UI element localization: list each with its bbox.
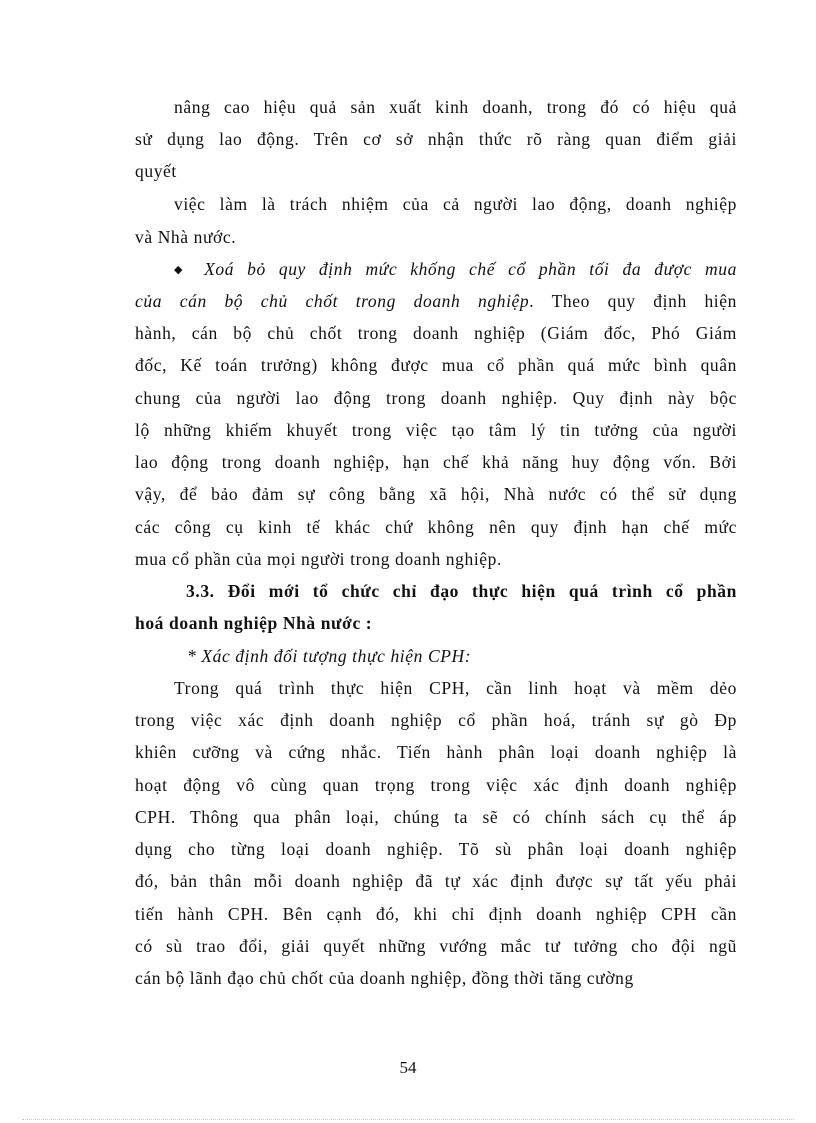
bullet-line xyxy=(135,290,737,312)
paragraph-line: mua cổ phần của mọi người trong doanh nghiệp. xyxy=(135,549,502,569)
bullet-diamond-icon: ◆ xyxy=(174,264,192,276)
paragraph-line: đốc, Kế toán trưởng) không được mua cổ phần quá mức bình quân xyxy=(135,355,737,375)
bullet-line xyxy=(174,258,737,281)
paragraph-line: dụng cho từng loại doanh nghiệp. Tõ sù phân loại doanh nghiệp xyxy=(135,839,737,859)
paragraph-line: các công cụ kinh tế khác chứ không nên quy định hạn chế mức xyxy=(135,517,737,537)
paragraph-line: đó, bản thân mỗi doanh nghiệp đã tự xác định được sự tất yếu phải xyxy=(135,871,737,891)
section-heading: 3.3. Đổi mới tổ chức chỉ đạo thực hiện quá trình cổ phần xyxy=(186,581,737,601)
paragraph-line: CPH. Thông qua phân loại, chúng ta sẽ có chính sách cụ thể áp xyxy=(135,807,737,827)
paragraph-line: vậy, để bảo đảm sự công bằng xã hội, Nhà nước có thể sử dụng xyxy=(135,484,737,504)
paragraph-line: có sù trao đổi, giải quyết những vướng mắc tư tưởng cho đội ngũ xyxy=(135,936,737,956)
paragraph-line: chung của người lao động trong doanh nghiệp. Quy định này bộc xyxy=(135,388,737,408)
bullet-italic-text: Xoá bỏ quy định mức khống chế cổ phần tối đa được mua xyxy=(191,259,737,279)
paragraph-line: tiến hành CPH. Bên cạnh đó, khi chỉ định doanh nghiệp CPH cần xyxy=(135,904,737,924)
subheading: * Xác định đối tượng thực hiện CPH: xyxy=(187,646,472,666)
paragraph-line: quyết xyxy=(135,161,177,181)
paragraph-line: hành, cán bộ chủ chốt trong doanh nghiệp (Giám đốc, Phó Giám xyxy=(135,323,737,343)
section-heading: hoá doanh nghiệp Nhà nước : xyxy=(135,613,373,633)
paragraph-line: cán bộ lãnh đạo chủ chốt của doanh nghiệp, đồng thời tăng cường xyxy=(135,968,634,988)
page-bottom-divider xyxy=(22,1119,794,1120)
paragraph-line: nâng cao hiệu quả sản xuất kinh doanh, trong đó có hiệu quả xyxy=(174,97,737,117)
paragraph-line: Trong quá trình thực hiện CPH, cần linh hoạt và mềm dẻo xyxy=(174,678,737,698)
paragraph-line: lộ những khiếm khuyết trong việc tạo tâm lý tin tưởng của người xyxy=(135,420,737,440)
paragraph-line: hoạt động vô cùng quan trọng trong việc xác định doanh nghiệp xyxy=(135,775,737,795)
paragraph-line: trong việc xác định doanh nghiệp cổ phần hoá, tránh sự gò Đp xyxy=(135,710,737,730)
page-number: 54 xyxy=(399,1058,417,1077)
paragraph-line: lao động trong doanh nghiệp, hạn chế khả năng huy động vốn. Bởi xyxy=(135,452,737,472)
bullet-regular-text: . Theo quy định hiện xyxy=(529,291,737,311)
paragraph-line: sử dụng lao động. Trên cơ sở nhận thức rõ ràng quan điểm giải xyxy=(135,129,737,149)
paragraph-line: việc làm là trách nhiệm của cả người lao động, doanh nghiệp xyxy=(174,194,737,214)
bullet-italic-text: của cán bộ chủ chốt trong doanh nghiệp xyxy=(135,291,530,311)
paragraph-line: khiên cưỡng và cứng nhắc. Tiến hành phân loại doanh nghiệp là xyxy=(135,742,737,762)
paragraph-line: và Nhà nước. xyxy=(135,227,237,247)
